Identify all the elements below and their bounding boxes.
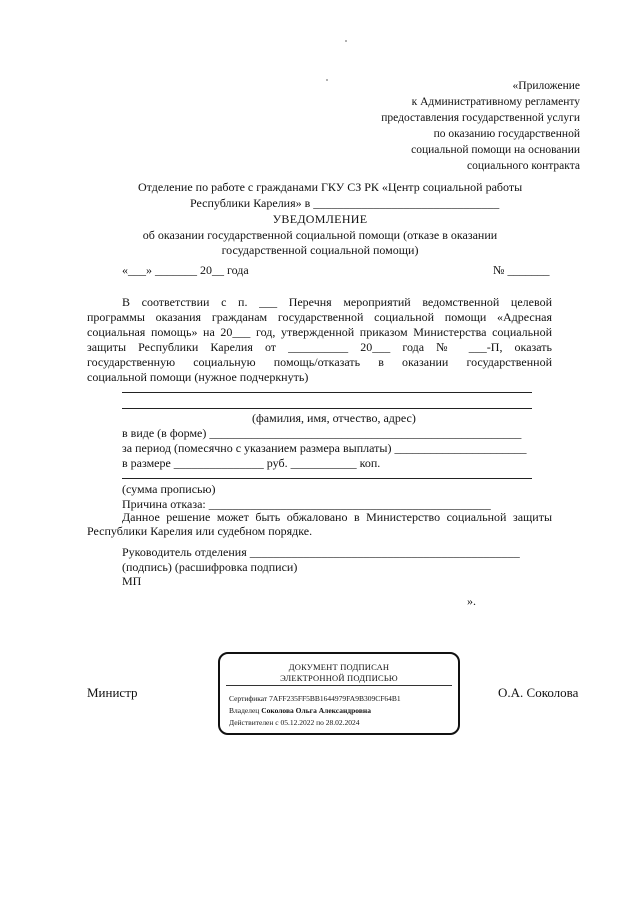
document-subtitle-2: государственной социальной помощи) bbox=[221, 243, 419, 257]
department-line-2: Республики Карелия» в _______________________________ bbox=[190, 196, 500, 210]
appendix-block bbox=[381, 78, 580, 174]
appendix-line: социальной помощи на основании bbox=[411, 144, 580, 156]
appendix-line: по оказанию государственной bbox=[433, 128, 580, 140]
seal-mark: МП bbox=[122, 574, 142, 588]
form-field: в виде (в форме) ____________________________________________________ bbox=[122, 426, 522, 440]
blank-line bbox=[122, 408, 532, 409]
scan-speck bbox=[326, 79, 328, 81]
appendix-line: к Административному регламенту bbox=[411, 96, 580, 108]
amount-field: в размере _______________ руб. ___________ коп. bbox=[122, 456, 381, 470]
department-line: Отделение по работе с гражданами ГКУ СЗ РК «Центр социальной работы bbox=[138, 180, 523, 194]
appendix-line: социального контракта bbox=[467, 160, 580, 172]
stamp-owner-row bbox=[229, 706, 371, 716]
body-line: социальная помощь» на 20___ год, утвержденной приказом Министерства социальной bbox=[87, 325, 552, 339]
valid-label: Действителен с bbox=[229, 718, 279, 727]
scan-speck bbox=[345, 40, 347, 42]
blank-line bbox=[122, 392, 532, 393]
body-line: государственную социальную помощь/отказать в оказании государственной bbox=[87, 355, 552, 369]
document-title: УВЕДОМЛЕНИЕ bbox=[272, 212, 368, 226]
reason-field: Причина отказа: _______________________________________________ bbox=[122, 497, 491, 511]
certificate-value: 7AFF235FF5BB1644979FA9B309CF64B1 bbox=[269, 694, 401, 703]
body-line: В соответствии с п. ___ Перечня мероприятий ведомственной целевой bbox=[122, 295, 552, 309]
valid-to-label: по bbox=[316, 718, 324, 727]
fio-caption: (фамилия, имя, отчество, адрес) bbox=[252, 411, 416, 425]
period-field: за период (помесячно с указанием размера выплаты) ______________________ bbox=[122, 441, 527, 455]
sum-caption: (сумма прописью) bbox=[122, 482, 216, 496]
appendix-line: «Приложение bbox=[512, 80, 580, 92]
appeal-line: Данное решение может быть обжаловано в Министерство социальной защиты bbox=[122, 510, 552, 524]
owner-label: Владелец bbox=[229, 706, 260, 715]
stamp-validity-row bbox=[229, 718, 360, 728]
stamp-divider bbox=[226, 685, 452, 686]
stamp-title: ДОКУМЕНТ ПОДПИСАН bbox=[288, 662, 390, 672]
blank-line bbox=[122, 478, 532, 479]
signature-caption: (подпись) (расшифровка подписи) bbox=[122, 560, 298, 574]
appeal-line-2: Республики Карелия или судебном порядке. bbox=[87, 524, 313, 538]
number-field: № _______ bbox=[493, 263, 550, 277]
valid-to: 28.02.2024 bbox=[325, 718, 360, 727]
stamp-header bbox=[220, 662, 458, 684]
head-signature-field: Руководитель отделения _____________________________________________ bbox=[122, 545, 520, 559]
owner-value: Соколова Ольга Александровна bbox=[261, 706, 371, 715]
closing-quote: ». bbox=[467, 594, 476, 608]
electronic-signature-stamp bbox=[218, 652, 460, 735]
document-subtitle: об оказании государственной социальной помощи (отказе в оказании bbox=[142, 228, 498, 242]
body-line: социальной помощи (нужное подчеркнуть) bbox=[87, 370, 309, 384]
body-line: программы оказания гражданам государственной социальной помощи «Адресная bbox=[87, 310, 552, 324]
minister-name: О.А. Соколова bbox=[498, 685, 579, 700]
appendix-line: предоставления государственной услуги bbox=[381, 112, 580, 124]
minister-title: Министр bbox=[87, 685, 138, 700]
valid-from: 05.12.2022 bbox=[280, 718, 315, 727]
stamp-certificate-row bbox=[229, 694, 401, 704]
date-field: «___» _______ 20__ года bbox=[122, 263, 249, 277]
certificate-label: Сертификат bbox=[229, 694, 268, 703]
stamp-title-2: ЭЛЕКТРОННОЙ ПОДПИСЬЮ bbox=[280, 673, 398, 683]
body-line: защиты Республики Карелия от __________ 20___ года № ___-П, оказать bbox=[87, 340, 552, 354]
